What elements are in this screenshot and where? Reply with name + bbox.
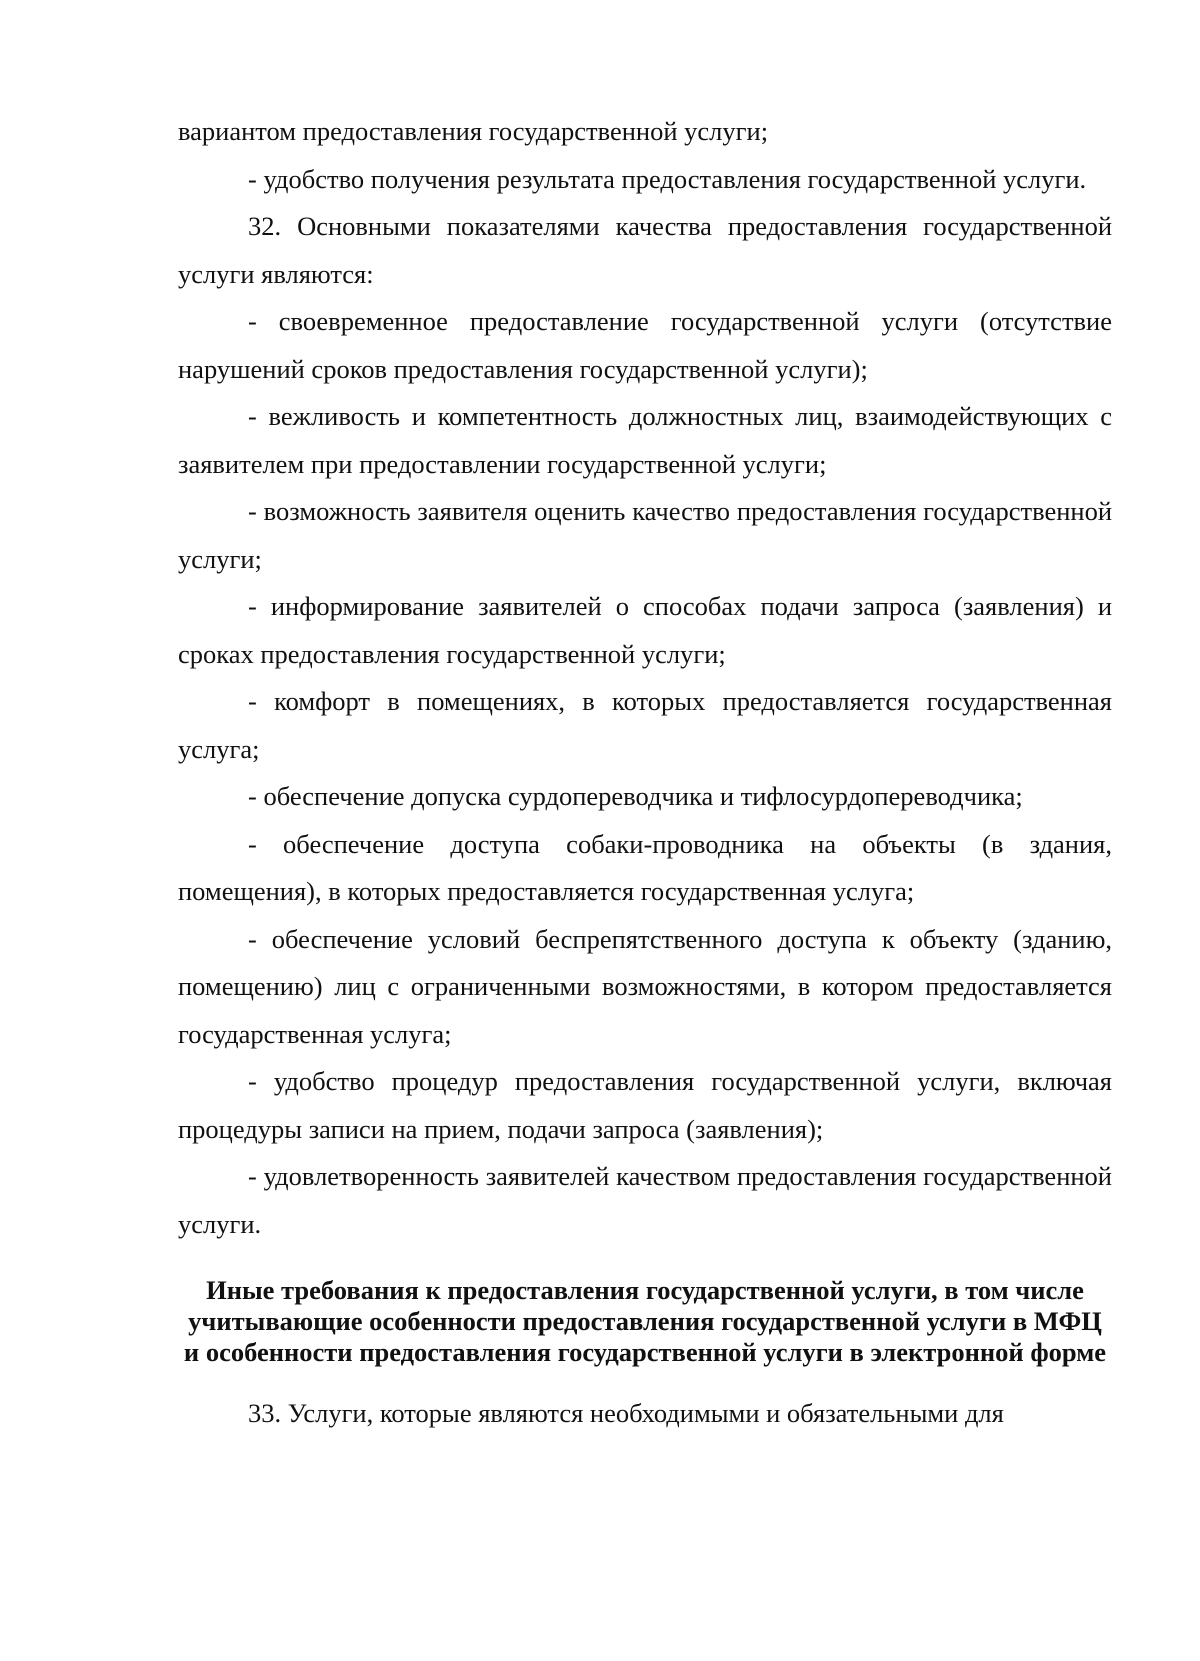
paragraph-continuation: вариантом предоставления государственной услуги;	[178, 116, 769, 146]
paragraph-32: 32. Основными показателями качества предоставления государственной услуги являются:	[178, 211, 1112, 289]
list-item-result-convenience: - удобство получения результата предоставления государственной услуги.	[248, 163, 1087, 194]
list-item-accessibility: - обеспечение условий беспрепятственного доступа к объекту (зданию, помещению) лиц с ограниченными возможностями, в котором предоставляется государственная услуга;	[178, 923, 1112, 1049]
list-item-procedures: - удобство процедур предоставления государственной услуги, включая процедуры записи на прием, подачи запроса (заявления);	[178, 1066, 1112, 1144]
paragraph-33: 33. Услуги, которые являются необходимыми и обязательными для	[248, 1398, 1004, 1428]
list-item-informing: - информирование заявителей о способах подачи запроса (заявления) и сроках предоставления государственной услуги;	[178, 591, 1112, 669]
list-item-comfort: - комфорт в помещениях, в которых предоставляется государственная услуга;	[178, 686, 1112, 764]
list-item-satisfaction: - удовлетворенность заявителей качеством предоставления государственной услуги.	[178, 1161, 1112, 1239]
document-page	[178, 108, 1112, 1438]
list-item-quality-assessment: - возможность заявителя оценить качество предоставления государственной услуги;	[178, 496, 1112, 574]
list-item-sign-interpreter: - обеспечение допуска сурдопереводчика и тифлосурдопереводчика;	[248, 781, 1023, 811]
section-heading: Иные требования к предоставления государственной услуги, в том числе учитывающие особенности предоставления государственной услуги в МФЦ и особенности предоставления государственной услуги в электронной форме	[183, 1275, 1107, 1367]
list-item-timeliness: - своевременное предоставление государственной услуги (отсутствие нарушений сроков предоставления государственной услуги);	[178, 306, 1112, 384]
list-item-politeness: - вежливость и компетентность должностных лиц, взаимодействующих с заявителем при предоставлении государственной услуги;	[178, 401, 1112, 479]
list-item-guide-dog: - обеспечение доступа собаки-проводника на объекты (в здания, помещения), в которых предоставляется государственная услуга;	[178, 828, 1112, 906]
